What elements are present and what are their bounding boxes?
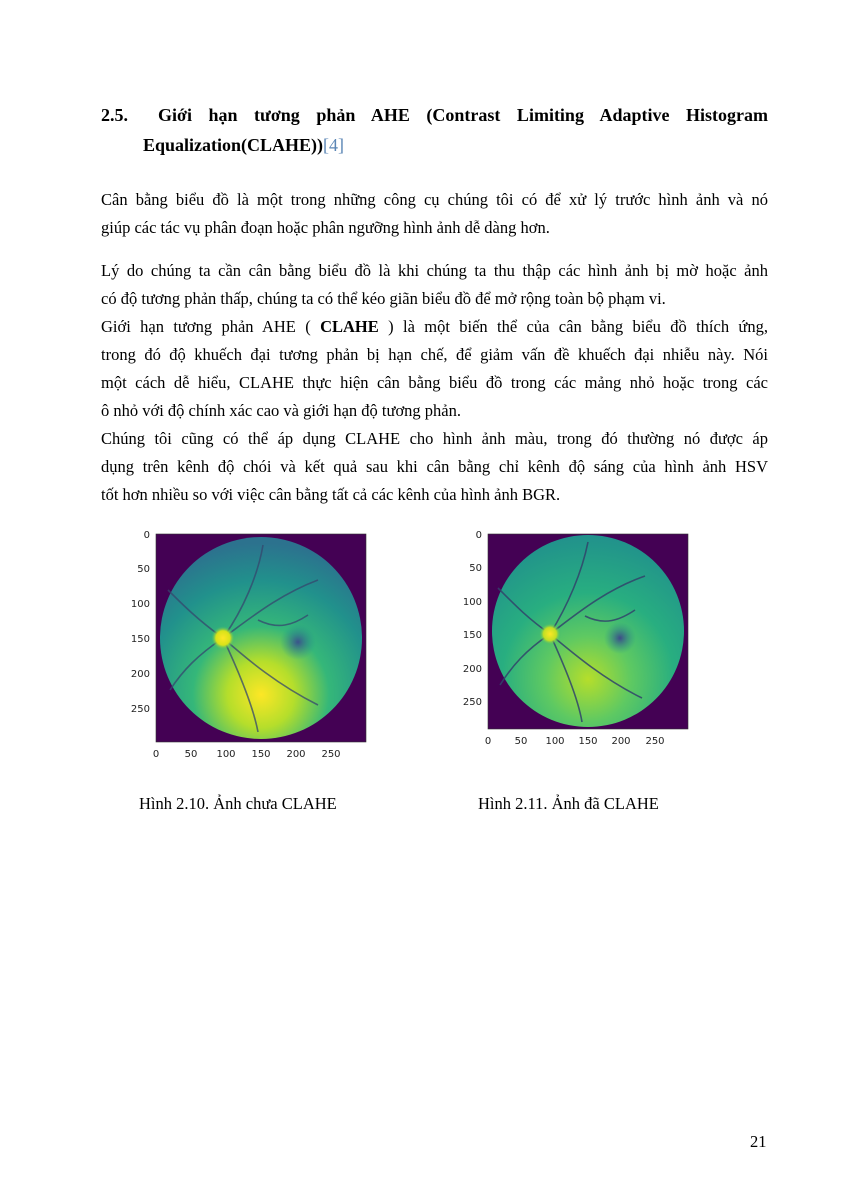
x-tick-label: 0 xyxy=(484,736,492,747)
paragraph-line: Lý do chúng ta cần cân bằng biểu đồ là khi chúng ta thu thập các hình ảnh bị mờ hoặc ảnh xyxy=(101,261,768,280)
y-tick-label: 50 xyxy=(137,564,150,575)
page-number: 21 xyxy=(750,1132,767,1151)
y-tick-label: 0 xyxy=(475,530,482,541)
paragraph-text: Giới hạn tương phản AHE ( xyxy=(101,317,311,336)
x-tick-label: 100 xyxy=(216,749,236,760)
paragraph-line: giúp các tác vụ phân đoạn hoặc phân ngưỡng hình ảnh dễ dàng hơn. xyxy=(101,218,550,237)
optic-disc xyxy=(211,626,235,650)
y-axis xyxy=(131,530,150,715)
x-tick-label: 0 xyxy=(152,749,160,760)
fundus-disc xyxy=(492,535,684,727)
y-tick-label: 100 xyxy=(130,599,150,610)
retina-image-before xyxy=(128,520,373,765)
optic-disc xyxy=(539,623,561,645)
retina-image-after xyxy=(460,520,705,750)
figure-caption-right: Hình 2.11. Ảnh đã CLAHE xyxy=(478,794,659,813)
x-tick-label: 50 xyxy=(514,736,528,747)
paragraph-line: tốt hơn nhiều so với việc cân bằng tất cả các kênh của hình ảnh BGR. xyxy=(101,485,561,504)
citation-link[interactable]: [4] xyxy=(323,135,345,155)
fundus-disc xyxy=(160,537,362,739)
figure-caption-left: Hình 2.10. Ảnh chưa CLAHE xyxy=(139,794,337,813)
x-tick-label: 150 xyxy=(578,736,598,747)
x-tick-label: 50 xyxy=(184,749,198,760)
y-tick-label: 0 xyxy=(143,530,150,541)
y-tick-label: 150 xyxy=(130,634,150,645)
paragraph-text: ) là một biến thể của cân bằng biểu đồ thích ứng, xyxy=(388,317,768,336)
y-tick-label: 250 xyxy=(130,704,150,715)
x-tick-label: 200 xyxy=(286,749,306,760)
paragraph-line: Chúng tôi cũng có thể áp dụng CLAHE cho hình ảnh màu, trong đó thường nó được áp xyxy=(101,429,768,448)
paragraph-line: dụng trên kênh độ chói và kết quả sau khi cân bằng chỉ kênh độ sáng của hình ảnh HSV xyxy=(101,457,768,476)
y-tick-label: 100 xyxy=(462,597,482,608)
x-tick-label: 150 xyxy=(251,749,271,760)
figure-after-clahe xyxy=(460,520,705,750)
paragraph-line: một cách dễ hiểu, CLAHE thực hiện cân bằng biểu đồ trong các mảng nhỏ hoặc trong các xyxy=(101,373,768,392)
section-number: 2.5. xyxy=(101,105,128,125)
section-title-line2 xyxy=(143,130,344,160)
x-axis xyxy=(153,749,341,760)
paragraph-line: ô nhỏ với độ chính xác cao và giới hạn độ tương phản. xyxy=(101,401,462,420)
y-tick-label: 200 xyxy=(130,669,150,680)
paragraph-line: Cân bằng biểu đồ là một trong những công cụ chúng tôi có để xử lý trước hình ảnh và nó xyxy=(101,190,768,209)
paragraph-4 xyxy=(101,425,768,509)
figure-before-clahe xyxy=(128,520,373,765)
x-tick-label: 250 xyxy=(321,749,341,760)
y-tick-label: 250 xyxy=(462,697,482,708)
paragraph-line: có độ tương phản thấp, chúng ta có thể kéo giãn biểu đồ để mở rộng toàn bộ phạm vi. xyxy=(101,289,666,308)
x-tick-label: 200 xyxy=(611,736,631,747)
x-axis xyxy=(485,736,665,747)
y-axis xyxy=(463,530,482,708)
y-tick-label: 200 xyxy=(462,664,482,675)
paragraph-line: trong đó độ khuếch đại tương phản bị hạn chế, để giảm vấn đề khuếch đại nhiễu này. Nói xyxy=(101,345,768,364)
macula xyxy=(280,624,316,660)
section-title-line1: Giới hạn tương phản AHE (Contrast Limiting Adaptive Histogram xyxy=(158,105,768,125)
x-tick-label: 250 xyxy=(645,736,665,747)
paragraph-3 xyxy=(101,313,768,425)
x-tick-label: 100 xyxy=(545,736,565,747)
macula xyxy=(604,622,636,654)
clahe-bold-term: CLAHE xyxy=(320,317,379,336)
paragraph-line xyxy=(101,313,768,341)
paragraph-1 xyxy=(101,186,768,242)
y-tick-label: 150 xyxy=(462,630,482,641)
section-title-text: Equalization(CLAHE)) xyxy=(143,135,324,155)
y-tick-label: 50 xyxy=(469,563,482,574)
paragraph-2 xyxy=(101,257,768,313)
